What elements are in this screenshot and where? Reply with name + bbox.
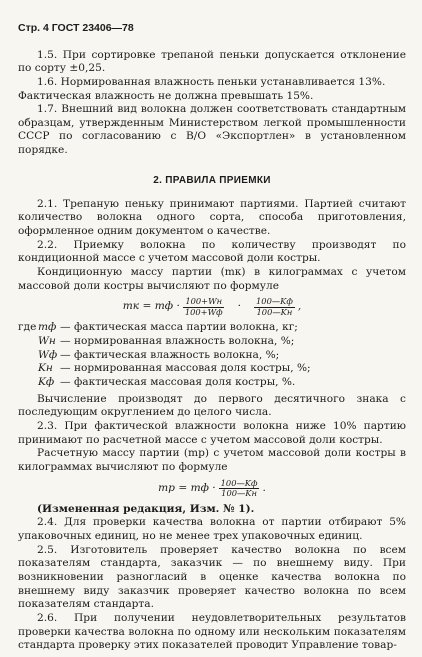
paragraph-1-6-cont: Фактическая влажность не должна превышать 15%.	[18, 89, 314, 102]
paragraph-2-2: 2.2. Приемку волокна по количеству производят по кондиционной массе с учетом массовой доли костры.	[18, 238, 406, 265]
definition-lead: где	[18, 321, 37, 334]
definition-row	[18, 349, 406, 363]
definition-row	[18, 335, 406, 349]
formula1-lhs: mк = mф ·	[122, 300, 180, 313]
definition-symbol: Wф	[38, 348, 58, 361]
paragraph-2-5: 2.5. Изготовитель проверяет качество волокна по всем показателям стандарта, заказчик — по внешнему виду. При возникновении разногласий в оценке качества волокна по внешнему виду заказчик проверяет качество волокна по всем показателям стандарта.	[18, 543, 406, 611]
formula1-tail: ,	[297, 300, 302, 313]
definition-symbol: Kф	[38, 375, 55, 388]
definition-text: — нормированная влажность волокна, %;	[60, 334, 295, 347]
formula2-numerator: 100—Kф	[220, 477, 258, 488]
paragraph-2-6: 2.6. При получении неудовлетворительных результатов проверки качества волокна по одному или нескольким показателям стандарта проверку этих показателей проводит Управление товар-	[18, 611, 406, 652]
paragraph-calculation: Вычисление производят до первого десятичного знака с последующим округлением до целого числа.	[18, 392, 406, 419]
definition-lead	[18, 362, 38, 376]
formula1-f2-denominator: 100—Kн	[256, 306, 293, 317]
formula1-f1-numerator: 100+Wн	[185, 296, 223, 307]
page-header: Стр. 4 ГОСТ 23406—78	[18, 22, 134, 34]
formula1-f2-numerator: 100—Kф	[256, 296, 293, 307]
section-title: 2. ПРАВИЛА ПРИЕМКИ	[153, 174, 271, 186]
document-page	[18, 22, 406, 653]
paragraph-2-3: 2.3. При фактической влажности волокна ниже 10% партию принимают по расчетной массе с учетом массовой доли костры.	[18, 419, 406, 446]
definition-text: — нормированная массовая доля костры, %;	[60, 362, 311, 375]
definition-lead	[18, 376, 38, 390]
formula2-tail: .	[262, 481, 266, 494]
definition-symbol: Wн	[38, 334, 56, 347]
definition-symbol: mф	[38, 321, 57, 334]
definition-row	[18, 362, 406, 376]
paragraph-1-7: 1.7. Внешний вид волокна должен соответствовать стандартным образцам, утвержденным Министерством легкой промышленности СССР по согласованию с В/О «Экспортлен» в установленном порядке.	[18, 103, 406, 157]
paragraph-1-6: 1.6. Нормированная влажность пеньки устанавливается 13%.	[37, 75, 386, 88]
paragraph-2-3-formula-intro: Расчетную массу партии (mр) с учетом массовой доли костры в килограммах вычисляют по формуле	[18, 447, 406, 473]
variable-definitions	[18, 321, 406, 389]
definition-lead	[18, 335, 38, 349]
definition-text: — фактическая масса партии волокна, кг;	[60, 321, 298, 334]
definition-row	[18, 321, 406, 335]
paragraph-2-4: 2.4. Для проверки качества волокна от партии отбирают 5% упаковочных единиц, но не менее трех упаковочных единиц.	[18, 516, 406, 542]
formula-conditional-mass	[18, 297, 406, 317]
edition-note: (Измененная редакция, Изм. № 1).	[37, 502, 255, 515]
definition-text: — фактическая массовая доля костры, %.	[60, 375, 296, 388]
formula1-dot: ·	[237, 300, 242, 313]
paragraph-2-2-formula-intro: Кондиционную массу партии (mк) в килограммах с учетом массовой доли костры вычисляют по формуле	[18, 265, 406, 292]
definition-symbol: Kн	[38, 362, 53, 375]
formula1-fraction-moisture	[183, 297, 225, 317]
definition-text: — фактическая влажность волокна, %;	[60, 348, 280, 361]
definition-row	[18, 376, 406, 390]
definition-lead	[18, 349, 38, 363]
formula2-lhs: mр = mф ·	[158, 481, 216, 494]
paragraph-2-1: 2.1. Трепаную пеньку принимают партиями. Партией считают количество волокна одного сорта, способа приготовления, оформленное одним документом о качестве.	[18, 197, 406, 237]
formula2-fraction	[219, 479, 260, 499]
formula2-denominator: 100—Kн	[221, 488, 257, 499]
formula-calculated-mass	[18, 479, 406, 499]
formula1-fraction-shive	[254, 297, 295, 317]
formula1-f1-denominator: 100+Wф	[184, 306, 223, 317]
paragraph-1-5: 1.5. При сортировке трепаной пеньки допускается отклонение по сорту ±0,25.	[18, 48, 406, 75]
